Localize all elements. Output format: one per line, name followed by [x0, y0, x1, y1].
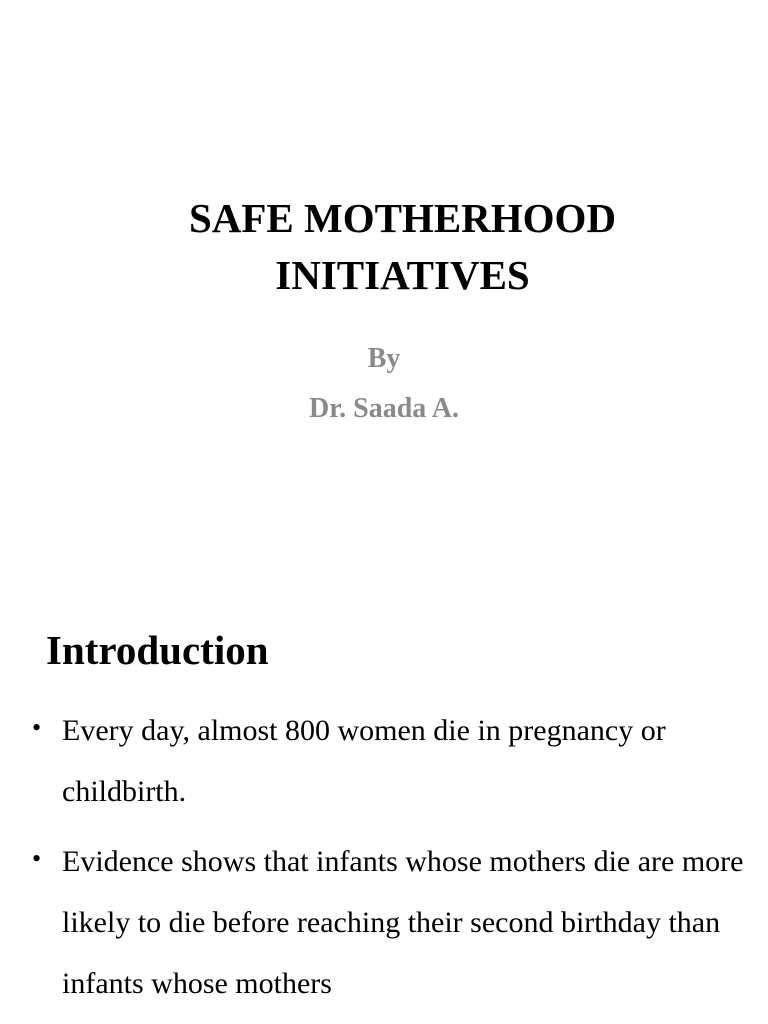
bullet-text: Evidence shows that infants whose mothers die are more likely to die before reaching their second birthday than infants whose mothers [62, 845, 744, 1000]
title-line-1: SAFE MOTHERHOOD [188, 195, 617, 241]
byline [0, 334, 768, 434]
by-label: By [367, 343, 401, 374]
presentation-title [40, 190, 765, 304]
list-item [32, 700, 752, 822]
bullet-icon: • [32, 713, 42, 742]
bullet-text: Every day, almost 800 women die in pregnancy or childbirth. [62, 714, 666, 808]
bullet-icon: • [32, 844, 42, 873]
author-name: Dr. Saada A. [309, 393, 459, 424]
section-heading: Introduction [46, 627, 269, 673]
list-item [32, 831, 752, 1014]
bullet-list [32, 700, 752, 1023]
title-line-2: INITIATIVES [275, 252, 530, 298]
